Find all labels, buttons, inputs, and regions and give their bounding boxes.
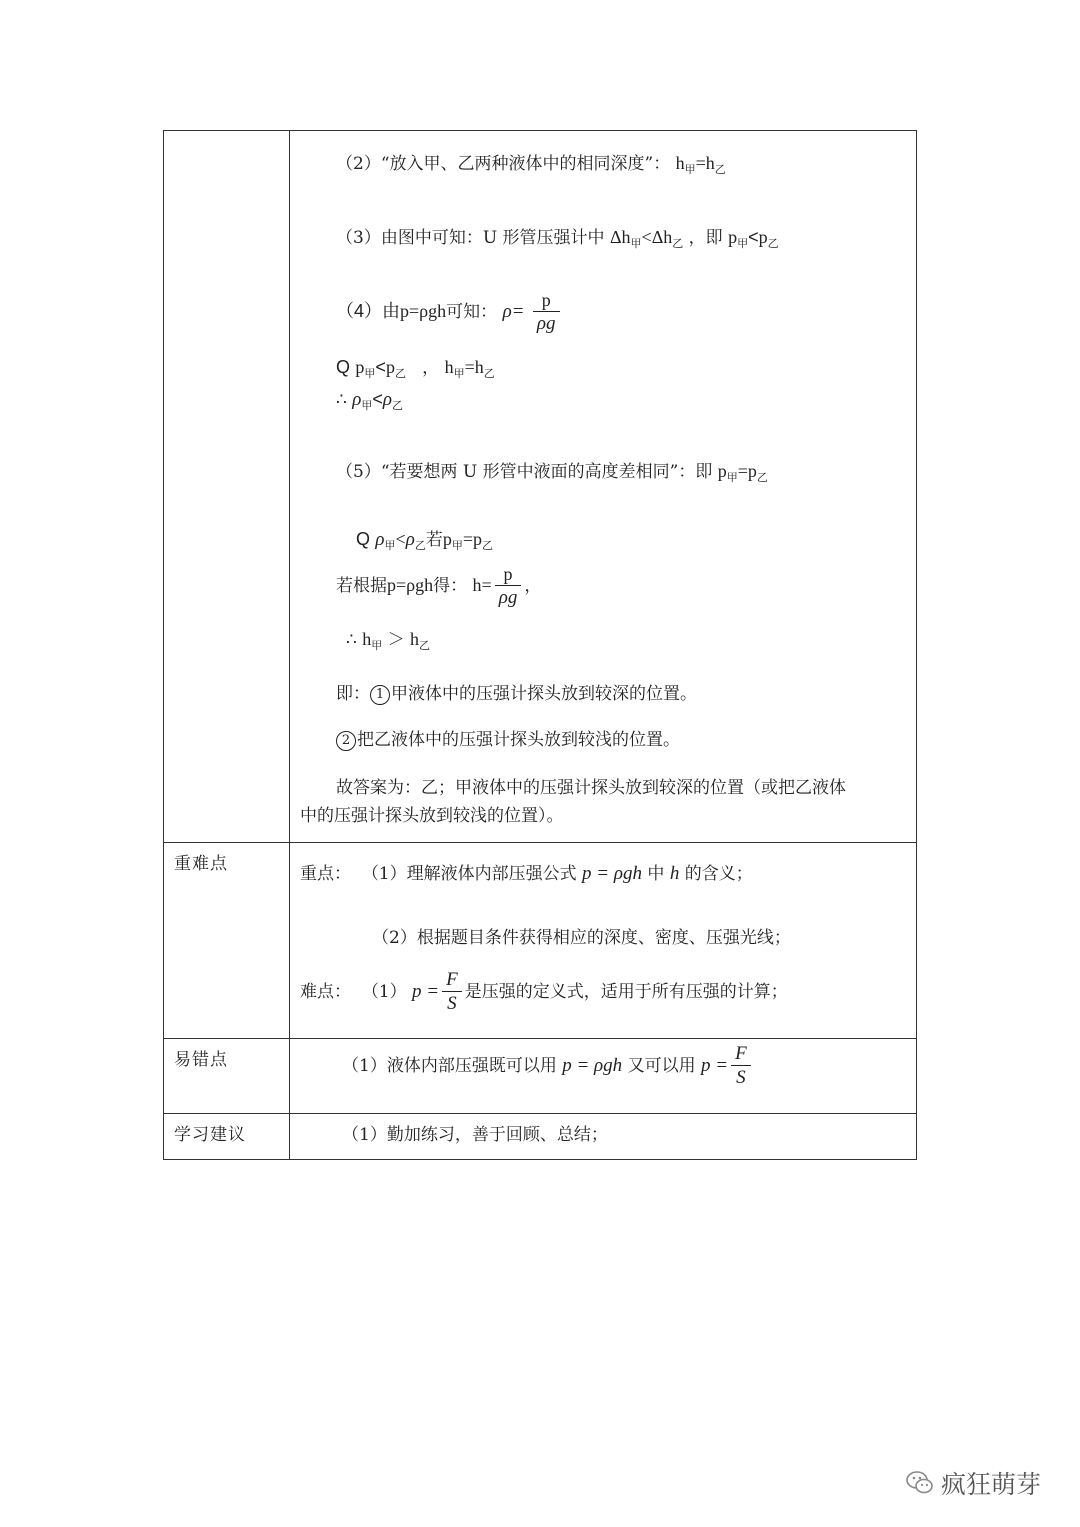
suggestion-1: （1）勤加练习，善于回顾、总结； xyxy=(342,1125,608,1145)
suggestions-label-cell xyxy=(164,1114,290,1160)
key-points-content-cell xyxy=(290,843,917,1039)
summary-table xyxy=(163,130,917,1160)
solution-row xyxy=(164,131,917,843)
watermark-text: 疯狂萌芽 xyxy=(941,1470,1042,1499)
because-line-1: Q $p_甲<p_乙$ ， $h_甲=h_乙$ xyxy=(336,357,495,380)
step-2: （2）“放入甲、乙两种液体中的相同深度”： $h_甲=h_乙$ xyxy=(336,153,726,176)
mistake-1: （1）液体内部压强既可以用 p = ρgh 又可以用 p = $\frac{F}{S}$ xyxy=(342,1043,754,1090)
circled-number-2: 2 xyxy=(336,731,356,751)
step-3: （3）由图中可知：U 形管压强计中 $\Delta h_甲<\Delta h_乙$ ，即 $p_甲<p_乙$ xyxy=(336,227,779,250)
suggestions-content-cell xyxy=(290,1114,917,1160)
mistakes-label: 易错点 xyxy=(174,1050,228,1070)
mistakes-row xyxy=(164,1039,917,1114)
key-point-1: 重点： （1）理解液体内部压强公式 p = ρgh 中 h 的含义； xyxy=(300,863,753,884)
key-points-label: 重难点 xyxy=(174,854,228,874)
wechat-icon xyxy=(905,1468,935,1498)
genju-line: 若根据p=ρgh得： h= $\frac{p}{\rho g}$ ， xyxy=(336,564,542,608)
step-5: （5）“若要想两 U 形管中液面的高度差相同”：即 $p_甲=p_乙$ xyxy=(336,461,768,484)
mistake-fraction: $\frac{F}{S}$ xyxy=(731,1043,751,1090)
solution-content-cell xyxy=(290,131,917,843)
answer-line-1: 故答案为：乙；甲液体中的压强计探头放到较深的位置（或把乙液体 xyxy=(336,778,846,798)
conclusion-1: 即： 1 甲液体中的压强计探头放到较深的位置。 xyxy=(336,684,697,704)
h-fraction: $\frac{p}{\rho g}$ xyxy=(495,563,522,610)
difficult-point: 难点： （1） p = $\frac{F}{S}$ 是压强的定义式，适用于所有压强的计算； xyxy=(300,969,788,1014)
therefore-line-1: ∴ $\rho_甲<\rho_乙$ xyxy=(336,389,403,412)
conclusion-2: 2 把乙液体中的压强计探头放到较浅的位置。 xyxy=(336,725,680,751)
solution-row-label-cell xyxy=(164,131,290,843)
key-points-row xyxy=(164,843,917,1039)
pressure-fraction: $\frac{F}{S}$ xyxy=(442,969,462,1016)
circled-number-1: 1 xyxy=(370,685,390,705)
because-line-2: Q $\rho_甲<\rho_乙$若$p_甲=p_乙$ xyxy=(356,529,493,552)
rho-fraction: $\frac{p}{\rho g}$ xyxy=(533,289,560,336)
suggestions-label: 学习建议 xyxy=(174,1125,246,1145)
therefore-line-2: ∴ $h_甲 > h_乙$ xyxy=(346,629,431,652)
step-4: （4）由p=ρgh可知： ρ= $\frac{p}{\rho g}$ xyxy=(336,289,563,336)
answer-line-2: 中的压强计探头放到较浅的位置）。 xyxy=(300,806,564,826)
mistakes-content-cell xyxy=(290,1039,917,1114)
mistakes-label-cell xyxy=(164,1039,290,1114)
watermark xyxy=(905,1465,1041,1501)
key-point-2: （2）根据题目条件获得相应的深度、密度、压强光线； xyxy=(372,928,791,948)
key-points-label-cell xyxy=(164,843,290,1039)
suggestions-row xyxy=(164,1114,917,1160)
